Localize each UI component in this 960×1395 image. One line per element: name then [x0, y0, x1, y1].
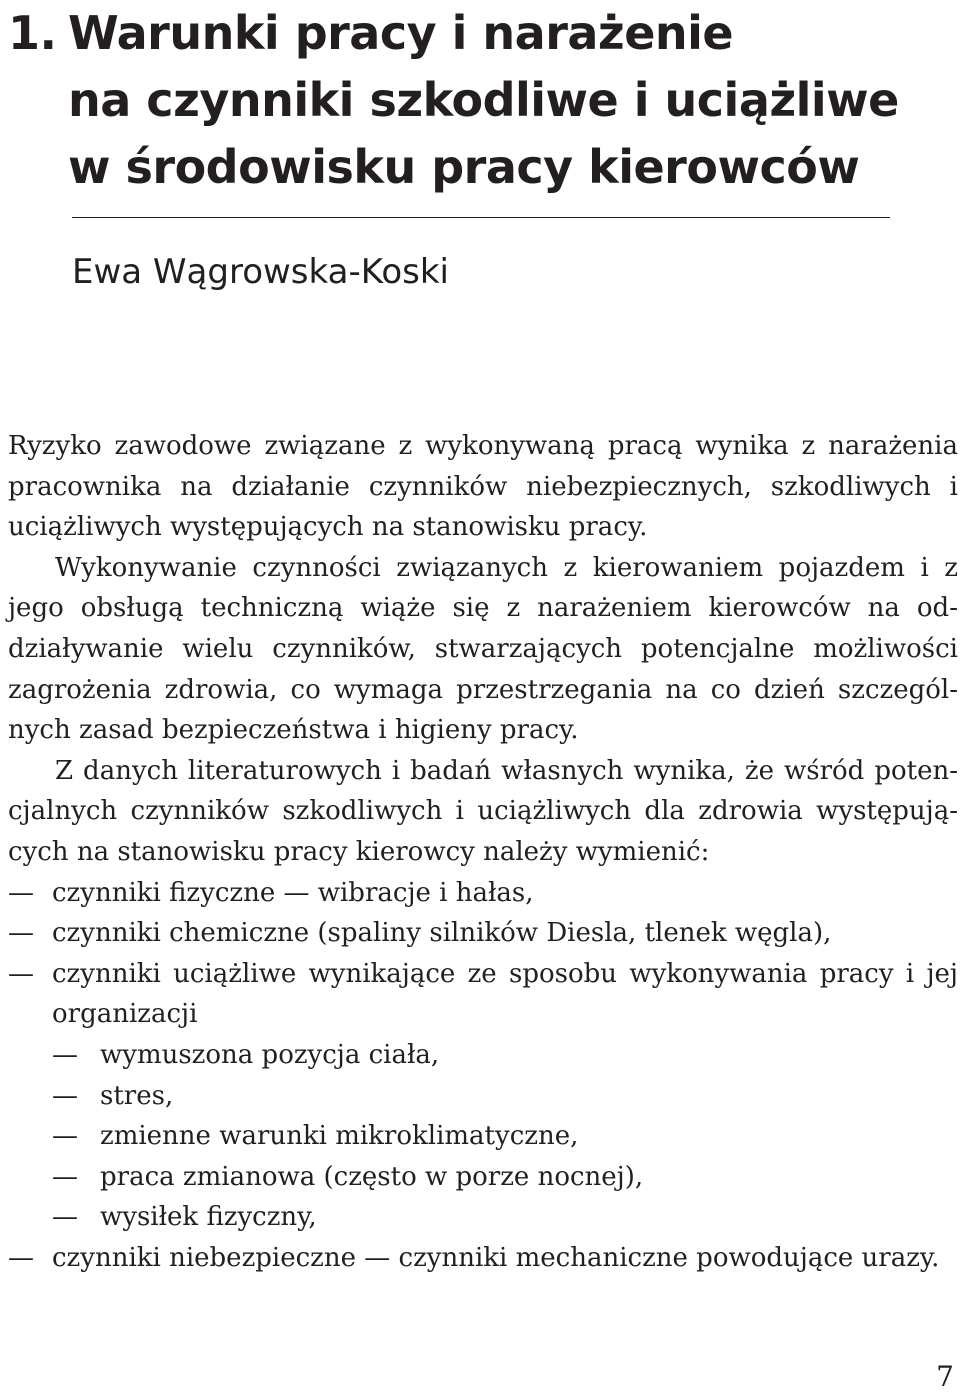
- list-item-text: zmienne warunki mikroklimatyczne,: [100, 1121, 579, 1152]
- dash-bullet: —: [52, 1202, 78, 1233]
- chapter-title-line: Warunki pracy i narażenie: [68, 6, 734, 60]
- paragraph: Z danych literaturowych i badań własnych wynika, że wśród potencjalnych czynników szkodliwych i uciążliwych dla zdrowia występujących na stanowisku pracy kierowcy należy wymienić:: [8, 755, 958, 867]
- list-item-text: czynniki fizyczne — wibracje i hałas,: [52, 877, 534, 908]
- chapter-number: 1.: [8, 6, 57, 60]
- dash-bullet: —: [52, 1161, 78, 1192]
- dash-bullet: —: [52, 1121, 78, 1152]
- hazard-list: [8, 873, 958, 1279]
- list-item-text: praca zmianowa (często w porze nocnej),: [100, 1161, 644, 1192]
- sub-list-item: [8, 1035, 958, 1076]
- dash-bullet: —: [8, 958, 34, 989]
- dash-bullet: —: [8, 918, 34, 949]
- list-item: [8, 954, 958, 1035]
- dash-bullet: —: [8, 1242, 34, 1273]
- dash-bullet: —: [52, 1039, 78, 1070]
- author-name: Ewa Wągrowska-Koski: [72, 252, 449, 292]
- dash-bullet: —: [52, 1080, 78, 1111]
- list-item-text: stres,: [100, 1080, 174, 1111]
- chapter-title-line: w środowisku pracy kierowców: [68, 140, 860, 194]
- sub-list-item: [8, 1197, 958, 1238]
- dash-bullet: —: [8, 877, 34, 908]
- list-item-text: czynniki chemiczne (spaliny silników Diesla, tlenek węgla),: [52, 918, 832, 949]
- paragraph: Ryzyko zawodowe związane z wykonywaną pracą wynika z narażenia pracownika na działanie czynników niebezpiecznych, szkodliwych i uciążliwych występujących na stanowisku pracy.: [8, 431, 958, 543]
- paragraph: Wykonywanie czynności związanych z kierowaniem pojazdem i z jego obsługą techniczną wiąże się z narażeniem kierowców na oddziaływanie wielu czynników, stwarzających potencjalne możliwości zagrożenia zdrowia, co wymaga przestrzegania na co dzień szczególnych zasad bezpieczeństwa i higieny pracy.: [8, 552, 958, 746]
- sub-list-item: [8, 1157, 958, 1198]
- list-item-text: wysiłek fizyczny,: [100, 1202, 317, 1233]
- list-item-text: wymuszona pozycja ciała,: [100, 1039, 440, 1070]
- sub-list-item: [8, 1076, 958, 1117]
- list-item: [8, 1238, 958, 1279]
- chapter-title: [8, 0, 953, 201]
- sub-list-item: [8, 1116, 958, 1157]
- list-item-text: czynniki niebezpieczne — czynniki mechaniczne powodujące urazy.: [52, 1242, 940, 1273]
- list-item: [8, 873, 958, 914]
- list-item-text: czynniki uciążliwe wynikające ze sposobu wykonywania pracy i jej organizacji: [52, 958, 958, 1030]
- page-number: 7: [936, 1360, 954, 1393]
- chapter-body: [8, 426, 958, 1278]
- title-divider: [72, 217, 890, 218]
- chapter-title-line: na czynniki szkodliwe i uciążliwe: [68, 73, 899, 127]
- list-item: [8, 913, 958, 954]
